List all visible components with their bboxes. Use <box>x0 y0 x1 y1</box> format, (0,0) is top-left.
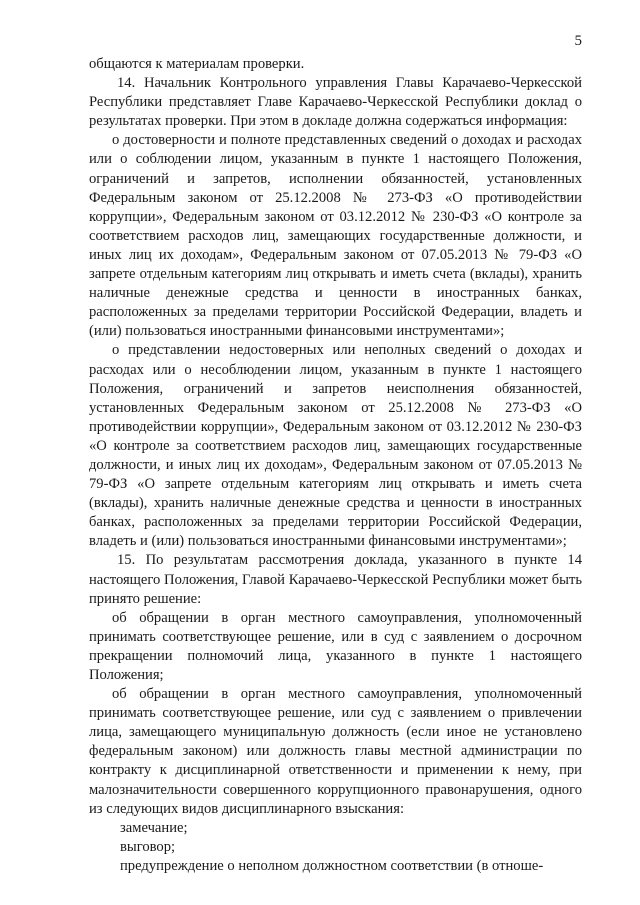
paragraph-early-termination: об обращении в орган местного самоуправления, уполномоченный принимать соответствующее решение, или в суд с заявлением о досрочном прекращении полномочий лица, указанного в пункте 1 настоящего Положения; <box>89 609 582 683</box>
paragraph-reliability-info: о достоверности и полноте представленных сведений о доходах и расходах или о соблюдении лицом, указанным в пункте 1 настоящего Положения, ограничений и запретов, исполнении обязанностей, установленных Федеральным законом от 25.12.2008 № 273-ФЗ «О противодействии коррупции», Федеральным законом от 03.12.2012 № 230-ФЗ «О контроле за соответствием расходов лиц, замещающих государственные должности, и иных лиц их доходам», Федеральным законом от 07.05.2013 № 79-ФЗ «О запрете отдельным категориям лиц открывать и иметь счета (вклады), хранить наличные денежные средства и ценности в иностранных банках, расположенных за пределами территории Российской Федерации, владеть и (или) пользоваться иностранными финансовыми инструментами»; <box>89 132 582 340</box>
paragraph-unreliable-info: о представлении недостоверных или неполных сведений о доходах и расходах или о несоблюдении лицом, указанным в пункте 1 настоящего Положения, ограничений и запретов неисполнения обязанностей, установленных Федеральным законом от 25.12.2008 № 273-ФЗ «О противодействии коррупции», Федеральным законом от 03.12.2012 № 230-ФЗ «О контроле за соответствием расходов лиц, замещающих государственные должности, и иных лиц их доходам», Федеральным законом от 07.05.2013 № 79-ФЗ «О запрете отдельным категориям лиц открывать и иметь счета (вклады), хранить наличные денежные средства и ценности в иностранных банках, расположенных за пределами территории Российской Федерации, владеть и (или) пользоваться иностранными финансовыми инструментами»; <box>89 342 582 550</box>
page-number: 5 <box>574 33 582 49</box>
paragraph-item-15: 15. По результатам рассмотрения доклада, указанного в пункте 14 настоящего Положения, Главой Карачаево-Черкесской Республики может быть принято решение: <box>89 552 582 607</box>
paragraph-continuation: общаются к материалам проверки. <box>89 56 305 72</box>
list-item-reprimand: выговор; <box>120 838 176 855</box>
list-item-remark: замечание; <box>120 819 188 836</box>
list-item-warning: предупреждение о неполном должностном соответствии (в отноше- <box>120 857 544 874</box>
document-body <box>89 55 582 876</box>
paragraph-item-14: 14. Начальник Контрольного управления Главы Карачаево-Черкесской Республики представляет Главе Карачаево-Черкесской Республики доклад о результатах проверки. При этом в докладе должна содержаться информация: <box>89 75 582 130</box>
paragraph-disciplinary-action: об обращении в орган местного самоуправления, уполномоченный принимать соответствующее решение, или суд с заявлением о привлечении лица, замещающего муниципальную должность (если иное не установлено федеральным законом) или должность главы местной администрации по контракту к дисциплинарной ответственности и применении к нему, при малозначительности совершенного коррупционного правонарушения, одного из следующих видов дисциплинарного взыскания: <box>89 686 582 817</box>
